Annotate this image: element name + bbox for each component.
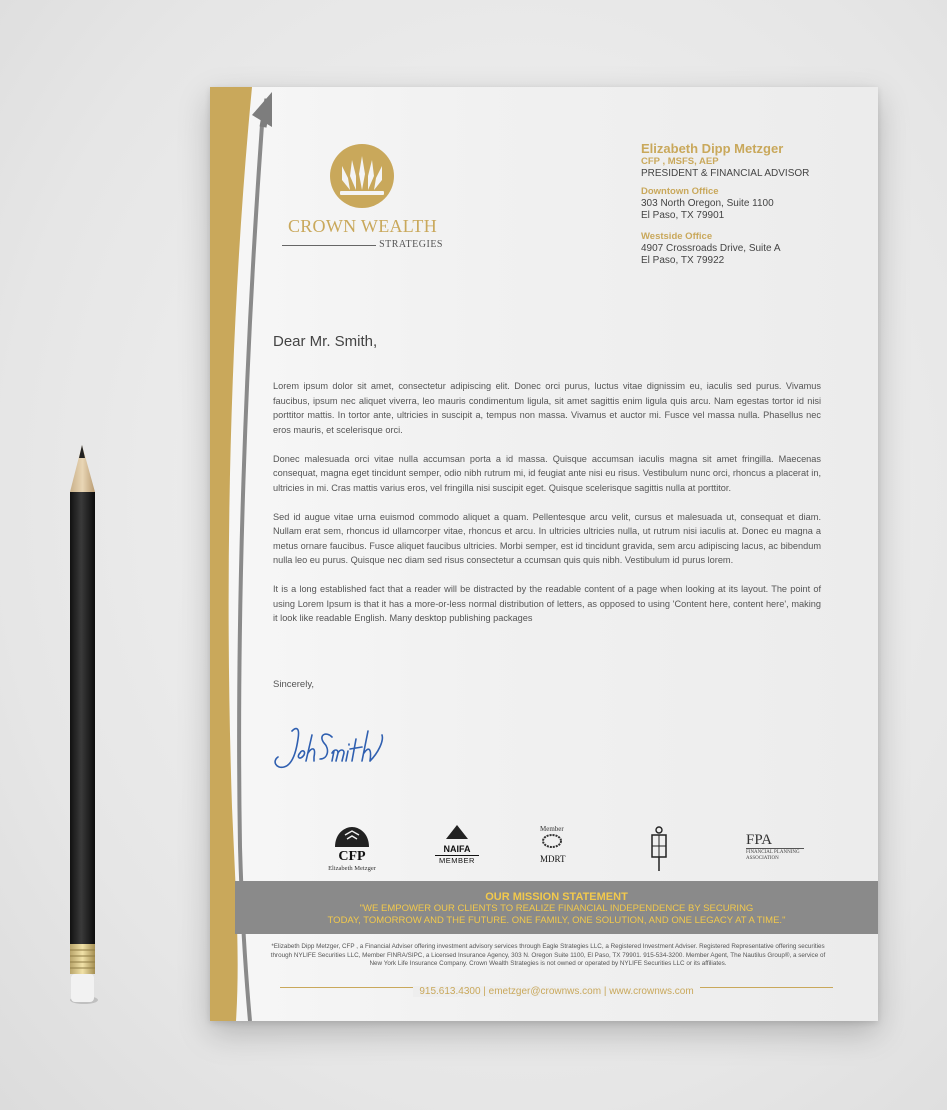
contact-block	[641, 141, 861, 267]
office-label: Westside Office	[641, 231, 713, 242]
crown-wealth-logo	[280, 144, 445, 254]
mission-title: OUR MISSION STATEMENT	[485, 891, 628, 903]
office-city: El Paso, TX 79922	[641, 255, 725, 266]
footer-contact-text: 915.613.4300 | emetzger@crownws.com | www.crownws.com	[413, 986, 699, 997]
fpa-badge	[746, 825, 816, 875]
mission-line: TODAY, TOMORROW AND THE FUTURE. ONE FAMILY, ONE SOLUTION, AND ONE LEGACY AT A TIME."	[327, 915, 786, 926]
footer-contact	[210, 981, 878, 999]
naifa-label: NAIFA	[443, 844, 471, 854]
mission-banner	[235, 881, 878, 934]
fpa-caption: FINANCIAL PLANNING ASSOCIATION	[746, 850, 800, 861]
crown-emblem-icon	[280, 144, 445, 214]
cfp-caption: Elizabeth Metzger	[328, 865, 376, 872]
paragraph: It is a long established fact that a reader will be distracted by the readable content of a page when looking at its layout. The point of using Lorem Ipsum is that it has a more-or-less normal distribution of letters, as opposed to using 'Content here, content here', making it look like readable English. Many desktop publishing packages	[273, 584, 821, 623]
society-key-icon	[647, 825, 671, 875]
naifa-badge	[432, 825, 482, 875]
office-address: 303 North Oregon, Suite 1100	[641, 198, 774, 209]
letterhead-page	[210, 87, 878, 1021]
brand-rule	[282, 245, 376, 246]
office-address: 4907 Crossroads Drive, Suite A	[641, 243, 781, 254]
handwritten-signature	[270, 717, 400, 777]
mdrt-label: MDRT	[540, 854, 566, 864]
brand-subtitle: STRATEGIES	[379, 239, 443, 250]
cfp-label: CFP	[338, 849, 366, 864]
fpa-rule	[746, 848, 804, 849]
legal-disclaimer: *Elizabeth Dipp Metzger, CFP , a Financial Adviser offering investment advisory services through Eagle Strategies LLC, a Registered Investment Adviser. Registered Representative offering securities through NYLIFE Securities LLC, Member FINRA/SIPC, a Licensed Insurance Agency, 303 N. Oregon Suite 1100, El Paso, TX 79901. 915-534-3200. Member Agent, The Nautilus Group®, a service of New York Life Insurance Company. Crown Wealth Strategies is not owned or operated by NYLIFE Securities LLC or its affiliates.	[270, 943, 826, 967]
membership-badges	[300, 825, 820, 875]
cfp-badge	[317, 825, 387, 875]
advisor-credentials: CFP , MSFS, AEP	[641, 156, 719, 167]
salutation: Dear Mr. Smith,	[273, 333, 378, 350]
fpa-label: FPA	[746, 832, 773, 848]
paragraph: Lorem ipsum dolor sit amet, consectetur adipiscing elit. Donec orci purus, luctus vitae dignissim eu, iaculis sed purus. Vivamus faucibus, ipsum nec aliquet viverra, leo mauris condimentum ligula, sit amet sagittis enim ligula quis arcu. Nam egestas tortor id nisi porttitor mattis. In tortor ante, ultricies in suscipit a, tempus non massa. Vivamus et auctor mi. Fusce vel massa nulla. Phasellus nec eros mauris, et scelerisque orci.	[273, 381, 821, 435]
letter-body	[273, 379, 821, 640]
office-city: El Paso, TX 79901	[641, 210, 725, 221]
mdrt-wreath-icon	[535, 833, 585, 849]
naifa-caption: MEMBER	[435, 855, 479, 865]
mission-line: "WE EMPOWER OUR CLIENTS TO REALIZE FINANCIAL INDEPENDENCE BY SECURING	[359, 903, 754, 914]
paragraph: Sed id augue vitae urna euismod commodo aliquet a quam. Pellentesque arcu velit, cursus et malesuada ut, consequat et diam. Nullam erat sem, rhoncus id ullamcorper vitae, rhoncus et arcu. In ultricies ultricies nulla, ut rutrum nisi iaculis at. Donec eu magna a metus ornare faucibus. Fusce aliquet faucibus ultricies. Morbi semper, est id tincidunt gravida, sem arcu adipiscing lacus, ac bibendum nulla leo eu purus. Quisque nec diam sed risus consectetur a ccumsan quis quis nibh. Vestibulum id purus lorem.	[273, 511, 821, 565]
society-key-badge	[647, 825, 671, 875]
closing: Sincerely,	[273, 679, 315, 690]
office-label: Downtown Office	[641, 186, 719, 197]
naifa-triangle-icon	[432, 825, 482, 839]
paragraph: Donec malesuada orci vitae nulla accumsan porta a id massa. Quisque accumsan iaculis magna sit amet fringilla. Maecenas consequat, magna eget tincidunt semper, odio nibh rutrum mi, id feugiat ante nisi eu risus. Vestibulum nunc orci, rhoncus a placerat in, ultricies in mi. Cras mattis varius eros, vel fringilla nisi suscipit eget. Quisque scelerisque sagittis nulla at porttitor.	[273, 453, 821, 493]
advisor-name: Elizabeth Dipp Metzger	[641, 141, 784, 156]
mdrt-top: Member	[540, 825, 564, 833]
advisor-title: PRESIDENT & FINANCIAL ADVISOR	[641, 168, 810, 179]
mdrt-badge	[535, 825, 585, 875]
brand-name: CROWN WEALTH	[287, 216, 438, 236]
cfp-emblem-icon	[317, 825, 387, 847]
